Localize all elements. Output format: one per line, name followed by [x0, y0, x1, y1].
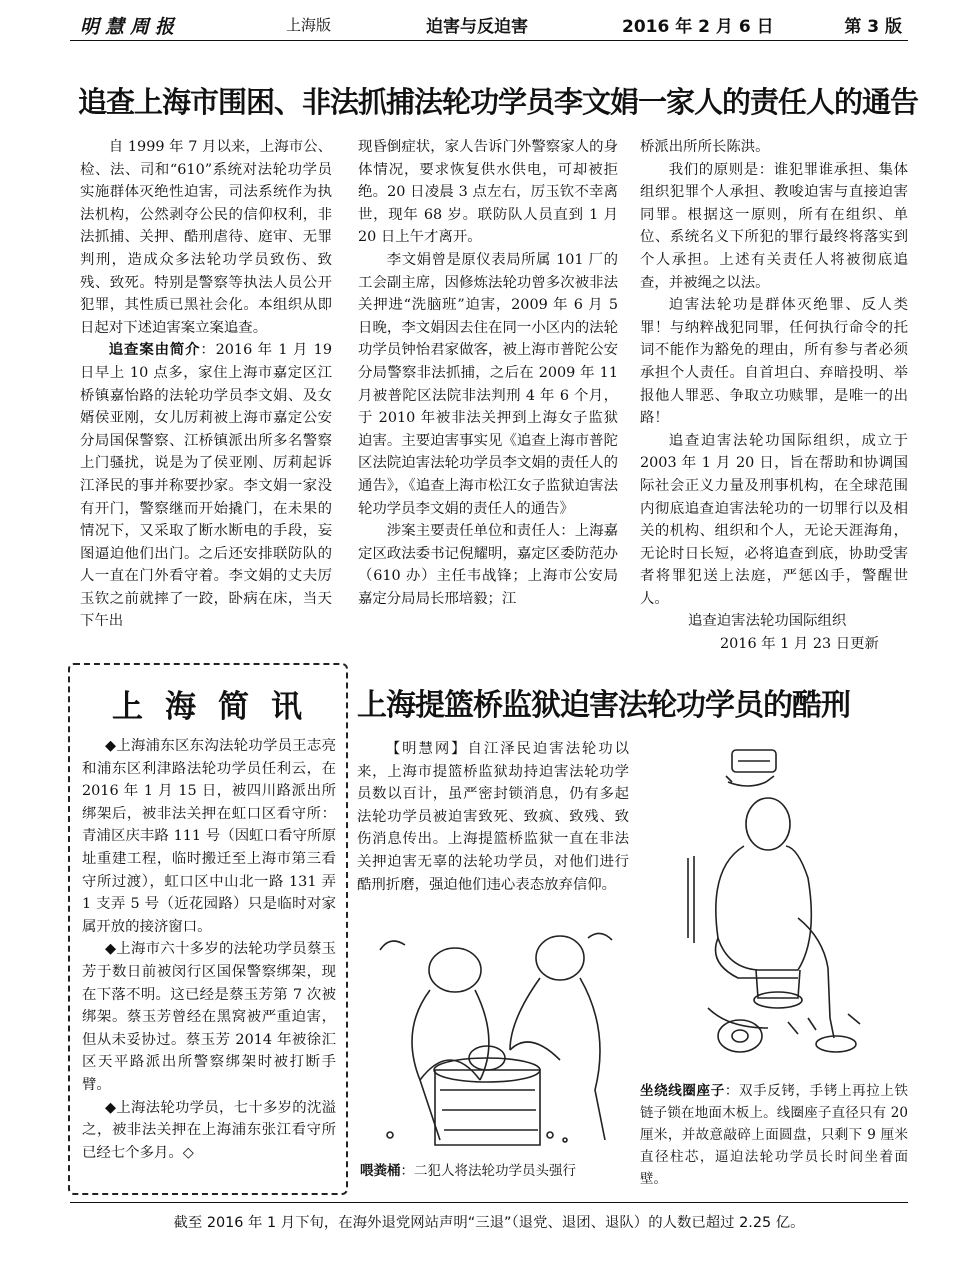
- signature-date: 2016 年 1 月 23 日更新: [720, 636, 879, 653]
- paragraph: 李文娟曾是原仪表局所属 101 厂的工会副主席，因修炼法轮功曾多次被非法关押进“洗脑班”迫害，2009 年 6 月 5 日晚，李文娟因去住在同一小区内的法轮功学员钟怡君家做客，被上海市普陀公安分局警察非法抓捕，之后在 2009 年 11 月被普陀区法院非法判刑 4 年 6 个月，于 2010 年被非法关押到上海女子监狱迫害。主要迫害事实见《追查上海市普陀区法院迫害法轮功学员李文娟的责任人的通告》，《追查上海市松江女子监狱迫害法轮功学员李文娟的责任人的通告》: [358, 251, 618, 517]
- paragraph: 自 1999 年 7 月以来，上海市公、检、法、司和“610”系统对法轮功学员实施群体灭绝性迫害，司法系统作为执法机构，公然剥夺公民的信仰权利，非法抓捕、关押、酷刑虐待、庭审、无罪判刑，造成众多法轮功学员致伤、致残、致死。特别是警察等执法人员公开犯罪，其性质已黑社会化。本组织从即日起对下述迫害案立案追查。: [80, 139, 332, 336]
- paragraph: 涉案主要责任单位和责任人：上海嘉定区政法委书记倪耀明，嘉定区委防范办（610 办）主任韦战锋；上海市公安局嘉定分局局长邢培毅；江: [358, 523, 618, 607]
- paragraph: 追查案由简介：2016 年 1 月 19 日早上 10 点多，家住上海市嘉定区江桥镇嘉怡路的法轮功学员李文娟、及女婿侯亚刚，女儿厉莉被上海市嘉定公安分局国保警察、江桥镇派出所多名警察上门骚扰，说是为了侯亚刚、厉莉起诉江泽民的事并称要抄家。李文娟一家没有开门，警察继而开始撬门，在未果的情况下，又采取了断水断电的手段，妄图逼迫他们出门。之后还安排联防队的人一直在门外看守着。李文娟的丈夫厉玉钦之前就摔了一跤，卧病在床，当天下午出: [80, 342, 332, 630]
- paragraph: 迫害法轮功是群体灭绝罪、反人类罪！与纳粹战犯同罪，任何执行命令的托词不能作为豁免的理由，所有参与者必须承担个人责任。自首坦白、弃暗投明、举报他人罪恶、争取立功赎罪，是唯一的出路！: [640, 297, 908, 427]
- shanghai-brief-box: [68, 663, 348, 1195]
- paragraph: 【明慧网】自江泽民迫害法轮功以来，上海市提篮桥监狱劫持迫害法轮功学员数以百计，虽严密封锁消息，仍有多起法轮功学员被迫害致死、致疯、致残、致伤消息传出。上海提篮桥监狱一直在非法关押迫害无辜的法轮功学员，对他们进行酷刑折磨，强迫他们违心表态放弃信仰。: [357, 741, 629, 893]
- footer-notice: 截至 2016 年 1 月下旬，在海外退党网站声明“三退”（退党、退团、退队）的人数已超过 2.25 亿。: [173, 1215, 805, 1231]
- newspaper-name: 明慧周报: [80, 16, 181, 38]
- article1-headline: 追查上海市围困、非法抓捕法轮功学员李文娟一家人的责任人的通告: [78, 85, 919, 119]
- paragraph: 我们的原则是：谁犯罪谁承担、集体组织犯罪个人承担、教唆迫害与直接迫害同罪。根据这一原则，所有在组织、单位、系统名义下所犯的罪行最终将落实到个人承担。上述有关责任人将被彻底追查，并被绳之以法。: [640, 161, 908, 291]
- masthead: [70, 4, 908, 40]
- feces-bucket-illustration: [360, 930, 632, 1152]
- paragraph: 现昏倒症状，家人告诉门外警察家人的身体情况，要求恢复供水供电，可却被拒绝。20 日凌晨 3 点左右，厉玉钦不幸离世，现年 68 岁。联防队人员直到 1 月 20 日上午才离开。: [358, 139, 618, 246]
- brief-item: ◆上海法轮功学员，七十多岁的沈溢之，被非法关押在上海浦东张江看守所已经七个多月。◇: [82, 1099, 336, 1161]
- article1-column-3: [640, 136, 908, 656]
- article1-column-2: [358, 136, 618, 610]
- caption-coil-seat: 坐绕线圈座子：双手反铐，手铐上再拉上铁链子锁在地面木板上。线圈座子直径只有 20 厘米，并故意敲碎上面圆盘，只剩下 9 厘米直径柱芯，逼迫法轮功学员长时间坐着面壁。: [640, 1083, 909, 1187]
- brief-title: 上海简讯: [112, 689, 324, 725]
- signature-org: 追查迫害法轮功国际组织: [688, 613, 847, 630]
- article2-body: [357, 738, 629, 896]
- footer-rule: [70, 1202, 908, 1203]
- case-summary-label: 追查案由简介: [108, 342, 201, 359]
- caption-label: 坐绕线圈座子: [640, 1083, 725, 1099]
- paragraph: 桥派出所所长陈洪。: [640, 139, 770, 155]
- issue-date: 2016 年 2 月 6 日: [622, 17, 774, 37]
- caption-label: 喂粪桶: [360, 1163, 401, 1179]
- caption-feces-bucket: 喂粪桶：二犯人将法轮功学员头强行: [360, 1163, 576, 1179]
- brief-item: ◆上海市六十多岁的法轮功学员蔡玉芳于数日前被闵行区国保警察绑架，现在下落不明。这已经是蔡玉芳第 7 次被绑架。蔡玉芳曾经在黑窝被严重迫害，但从未妥协过。蔡玉芳 2014 年被徐汇区天平路派出所警察绑架时被打断手臂。: [82, 941, 336, 1093]
- edition-label: 上海版: [286, 16, 332, 34]
- paragraph: 追查迫害法轮功国际组织，成立于 2003 年 1 月 20 日，旨在帮助和协调国际社会正义力量及刑事机构，在全球范围内彻底追查迫害法轮功的一切罪行以及相关的机构、组织和个人，无论天涯海角，无论时日长短，必将追查到底，协助受害者将罪犯送上法庭，严惩凶手，警醒世人。: [640, 432, 908, 607]
- page-number: 第 3 版: [844, 17, 902, 37]
- brief-item: ◆上海浦东区东沟法轮功学员王志亮和浦东区利津路法轮功学员任利云，在 2016 年 1 月 15 日，被四川路派出所绑架后，被非法关押在虹口区看守所：青浦区庆丰路 111 号（因虹口看守所原址重建工程，临时搬迁至上海市第三看守所过渡），虹口区中山北一路 131 弄 1 支弄 5 号（近花园路）只是临时对家属开放的接济窗口。: [82, 738, 336, 935]
- coil-seat-illustration: [648, 738, 908, 1068]
- header-rule: [70, 40, 908, 41]
- section-label: 迫害与反迫害: [426, 17, 528, 37]
- article1-column-1: [80, 136, 332, 633]
- article2-headline: 上海提篮桥监狱迫害法轮功学员的酷刑: [357, 688, 850, 723]
- brief-body: [82, 735, 336, 1164]
